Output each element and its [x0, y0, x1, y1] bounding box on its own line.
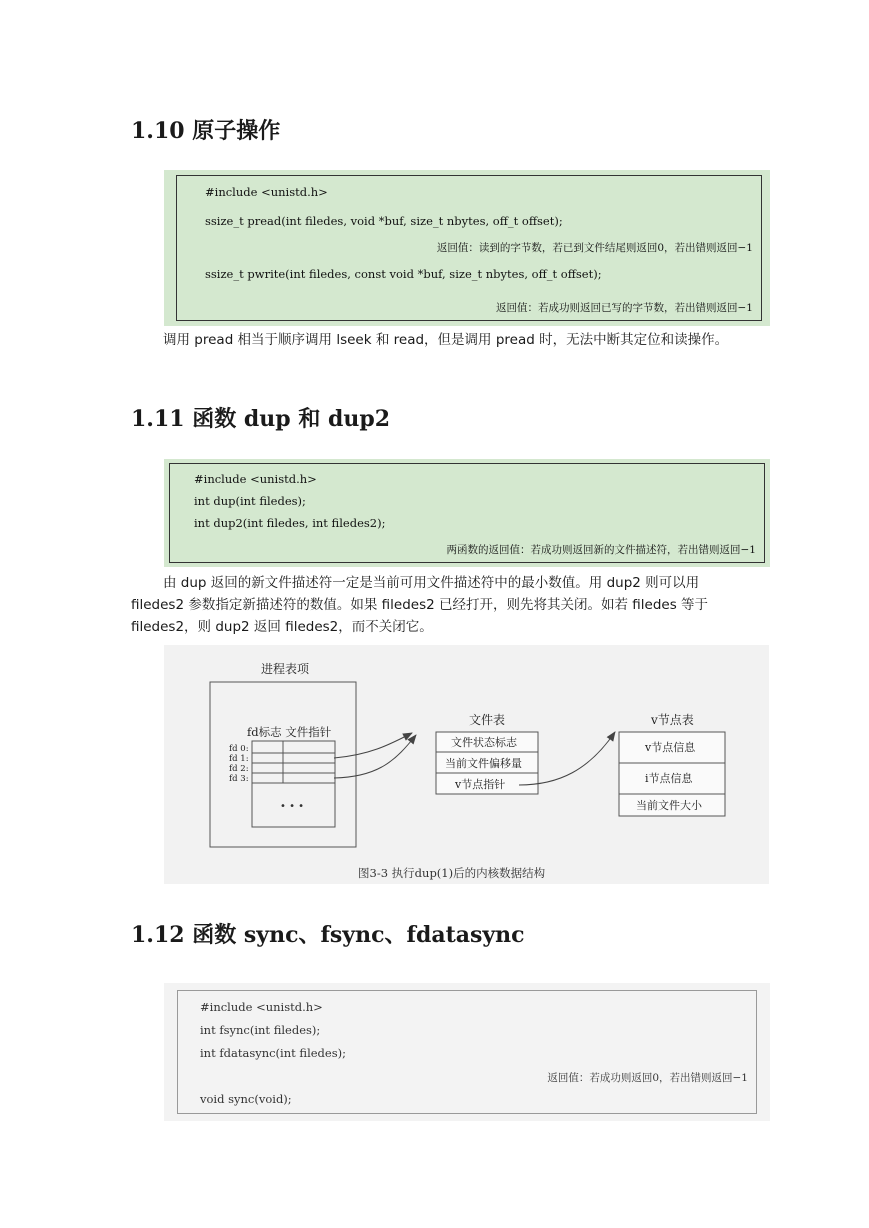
vnode-table-row: i节点信息 — [645, 772, 693, 785]
code-frame — [176, 175, 762, 321]
code-line: #include <unistd.h> — [194, 472, 317, 486]
fd-label: fd 2: — [229, 764, 249, 774]
fd1-pointer-arrow — [334, 733, 412, 758]
return-note: 返回值：读到的字节数，若已到文件结尾则返回0，若出错则返回−1 — [436, 242, 753, 254]
fd-label: fd 3: — [229, 774, 249, 784]
fd-ellipsis: • • • — [280, 801, 305, 812]
code-frame — [177, 990, 757, 1114]
section-title-1-10: 1.10 原子操作 — [131, 118, 281, 144]
code-line: ssize_t pread(int filedes, void *buf, size_t nbytes, off_t offset); — [205, 214, 563, 228]
code-line: int fdatasync(int filedes); — [200, 1046, 346, 1060]
fd-label: fd 0: — [229, 744, 249, 754]
vnode-table-row: v节点信息 — [645, 741, 696, 754]
code-line: int dup2(int filedes, int filedes2); — [194, 516, 386, 530]
file-table-title: 文件表 — [469, 713, 506, 727]
code-box-sync — [164, 983, 770, 1121]
code-line: void sync(void); — [200, 1092, 292, 1106]
code-line: ssize_t pwrite(int filedes, const void *buf, size_t nbytes, off_t offset); — [205, 267, 602, 281]
code-box-dup — [164, 459, 770, 567]
section-title-1-11: 1.11 函数 dup 和 dup2 — [131, 406, 391, 432]
section-title-1-12: 1.12 函数 sync、fsync、fdatasync — [131, 922, 525, 948]
fd-label: fd 1: — [229, 754, 249, 764]
vnode-table-row: 当前文件大小 — [636, 799, 702, 812]
fd-table — [252, 741, 335, 827]
return-note: 返回值：若成功则返回已写的字节数，若出错则返回−1 — [496, 302, 753, 314]
file-table-row: 文件状态标志 — [451, 736, 517, 749]
paragraph-dup: 由 dup 返回的新文件描述符一定是当前可用文件描述符中的最小数值。用 dup2 则可以用 filedes2 参数指定新描述符的数值。如果 filedes2 已经打开，则先将其关闭。如若 filedes 等于 filedes2，则 dup2 返回 filedes2，而不关闭它。 — [131, 575, 709, 635]
code-line: #include <unistd.h> — [200, 1000, 323, 1014]
code-frame — [169, 463, 765, 563]
paragraph-pread: 调用 pread 相当于顺序调用 lseek 和 read，但是调用 pread 时，无法中断其定位和读操作。 — [163, 332, 729, 348]
code-line: int fsync(int filedes); — [200, 1023, 321, 1037]
code-line: int dup(int filedes); — [194, 494, 306, 508]
fd-header: fd标志 文件指针 — [247, 725, 332, 739]
code-line: #include <unistd.h> — [205, 185, 328, 199]
code-box-pread-pwrite — [164, 170, 770, 326]
file-table-row: v节点指针 — [455, 778, 506, 791]
process-table-title: 进程表项 — [261, 662, 310, 676]
return-note: 返回值：若成功则返回0，若出错则返回−1 — [547, 1072, 748, 1084]
figure-caption: 图3-3 执行dup(1)后的内核数据结构 — [358, 866, 546, 880]
file-table-row: 当前文件偏移量 — [445, 757, 522, 770]
vnode-table-title: v节点表 — [651, 713, 694, 727]
figure-diagram — [164, 645, 769, 884]
figure-dup-kernel-structures — [164, 645, 769, 884]
return-note: 两函数的返回值：若成功则返回新的文件描述符，若出错则返回−1 — [446, 544, 756, 556]
